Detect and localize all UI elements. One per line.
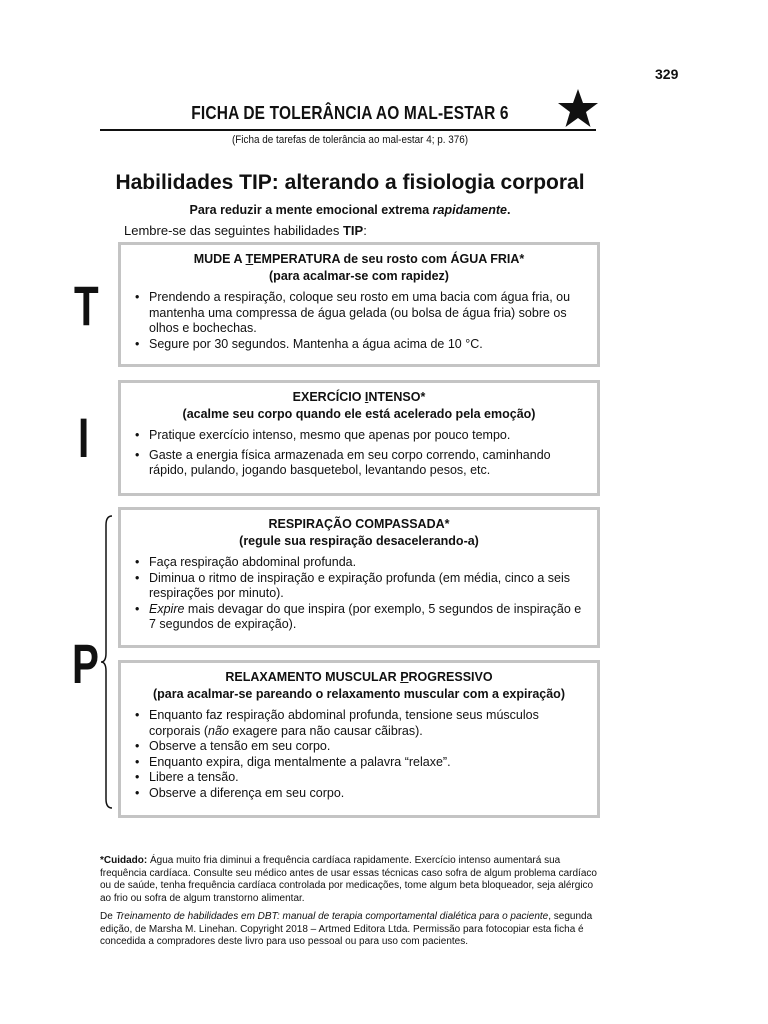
exercise-box — [118, 380, 600, 496]
p-bracket-icon — [100, 515, 114, 809]
exercise-title-post: NTENSO* — [368, 390, 426, 404]
breathing-list — [131, 555, 587, 633]
relaxation-bullet1-post: exagere para não causar cãibras). — [228, 723, 423, 738]
exercise-list — [131, 428, 587, 479]
list-item: • Diminua o ritmo de inspiração e expiração profunda (em média, cinco a seis respirações por minuto). — [149, 571, 587, 602]
relaxation-subtitle: (para acalmar-se pareando o relaxamento muscular com a expiração) — [153, 687, 565, 701]
remember-suffix: : — [363, 223, 367, 238]
remember-line — [124, 223, 367, 238]
relaxation-bullet1-em: não — [208, 723, 229, 738]
list-item — [149, 602, 587, 633]
temperature-title-letter: T — [245, 252, 254, 266]
relaxation-title-pre: RELAXAMENTO MUSCULAR — [225, 670, 401, 684]
title-divider — [100, 129, 596, 131]
relaxation-title — [131, 669, 587, 686]
star-icon — [557, 88, 599, 128]
list-item: • Gaste a energia física armazenada em seu corpo correndo, caminhando rápido, pulando, jogando basquetebol, levantando pesos, etc. — [149, 448, 587, 479]
letter-i: I — [78, 406, 90, 469]
temperature-list — [131, 290, 587, 352]
exercise-title-letter: I — [364, 390, 369, 404]
breathing-bullet3-em: Expire — [149, 601, 185, 616]
footnote-label: *Cuidado: — [100, 855, 148, 866]
letter-t: T — [74, 274, 99, 337]
exercise-title — [131, 389, 587, 406]
list-item: • Libere a tensão. — [149, 770, 587, 786]
list-item: • Enquanto expira, diga mentalmente a palavra “relaxe”. — [149, 755, 587, 771]
relaxation-bullet1-pre: Enquanto faz respiração abdominal profunda, tensione seus músculos corporais ( — [149, 708, 539, 738]
breathing-box — [118, 507, 600, 648]
credit-rest: , segunda edição, de Marsha M. Linehan. Copyright 2018 – Artmed Editora Ltda. Permissão para fotocopiar esta ficha é concedida a compradores deste livro para uso pessoal ou para uso com pacientes. — [100, 911, 593, 948]
intro-suffix: . — [507, 203, 511, 217]
remember-prefix: Lembre-se das seguintes habilidades — [124, 223, 343, 238]
list-item: • Segure por 30 segundos. Mantenha a água acima de 10 °C. — [149, 337, 587, 353]
temperature-title — [131, 251, 587, 268]
temperature-title-pre: MUDE A — [193, 252, 246, 266]
list-item: • Observe a tensão em seu corpo. — [149, 739, 587, 755]
intro-prefix: Para reduzir a mente emocional extrema — [189, 203, 433, 217]
temperature-subtitle: (para acalmar-se com rapidez) — [269, 269, 449, 283]
list-item: • Pratique exercício intenso, mesmo que apenas por pouco tempo. — [149, 428, 587, 444]
page-heading: Habilidades TIP: alterando a fisiologia corporal — [115, 171, 585, 194]
relaxation-list — [131, 708, 587, 802]
sheet-reference: (Ficha de tarefas de tolerância ao mal-estar 4; p. 376) — [231, 134, 469, 146]
list-item: • Prendendo a respiração, coloque seu rosto em uma bacia com água fria, ou mantenha uma compressa de água gelada (ou bolsa de água fria) sobre os olhos e bochechas. — [149, 290, 587, 337]
temperature-box — [118, 242, 600, 367]
breathing-subtitle: (regule sua respiração desacelerando-a) — [239, 534, 479, 548]
list-item: • Observe a diferença em seu corpo. — [149, 786, 587, 802]
breathing-title: RESPIRAÇÃO COMPASSADA* — [268, 517, 450, 531]
footnote-text: Água muito fria diminui a frequência cardíaca rapidamente. Exercício intenso aumentará sua frequência cardíaca. Consulte seu médico antes de usar essas técnicas caso sofra de algum problema cardíaco ou de saúde, tenha frequência cardíaca controlada por medicações, tome algum beta bloqueador, seja alérgico ao frio ou sofra de algum transtorno alimentar. — [100, 855, 597, 904]
temperature-title-post: EMPERATURA de seu rosto com ÁGUA FRIA* — [253, 252, 525, 266]
credit-book: Treinamento de habilidades em DBT: manual de terapia comportamental dialética para o paciente — [115, 911, 549, 922]
page-number: 329 — [655, 66, 679, 82]
list-item — [149, 708, 587, 739]
intro-emphasis: rapidamente — [432, 203, 508, 217]
breathing-bullet3-rest: mais devagar do que inspira (por exemplo, 5 segundos de inspiração e 7 segundos de expiração). — [149, 601, 582, 632]
list-item: • Faça respiração abdominal profunda. — [149, 555, 587, 571]
exercise-subtitle: (acalme seu corpo quando ele está acelerado pela emoção) — [182, 407, 536, 421]
sheet-title: FICHA DE TOLERÂNCIA AO MAL-ESTAR 6 — [191, 103, 509, 123]
copyright-credit — [100, 911, 600, 949]
exercise-title-pre: EXERCÍCIO — [292, 390, 365, 404]
relaxation-title-post: ROGRESSIVO — [408, 670, 493, 684]
footnote — [100, 855, 600, 905]
relaxation-title-letter: P — [400, 670, 409, 684]
intro-line — [100, 203, 600, 217]
remember-bold: TIP — [342, 223, 364, 238]
relaxation-box — [118, 660, 600, 818]
credit-prefix: De — [100, 911, 116, 922]
letter-p: P — [72, 632, 99, 695]
